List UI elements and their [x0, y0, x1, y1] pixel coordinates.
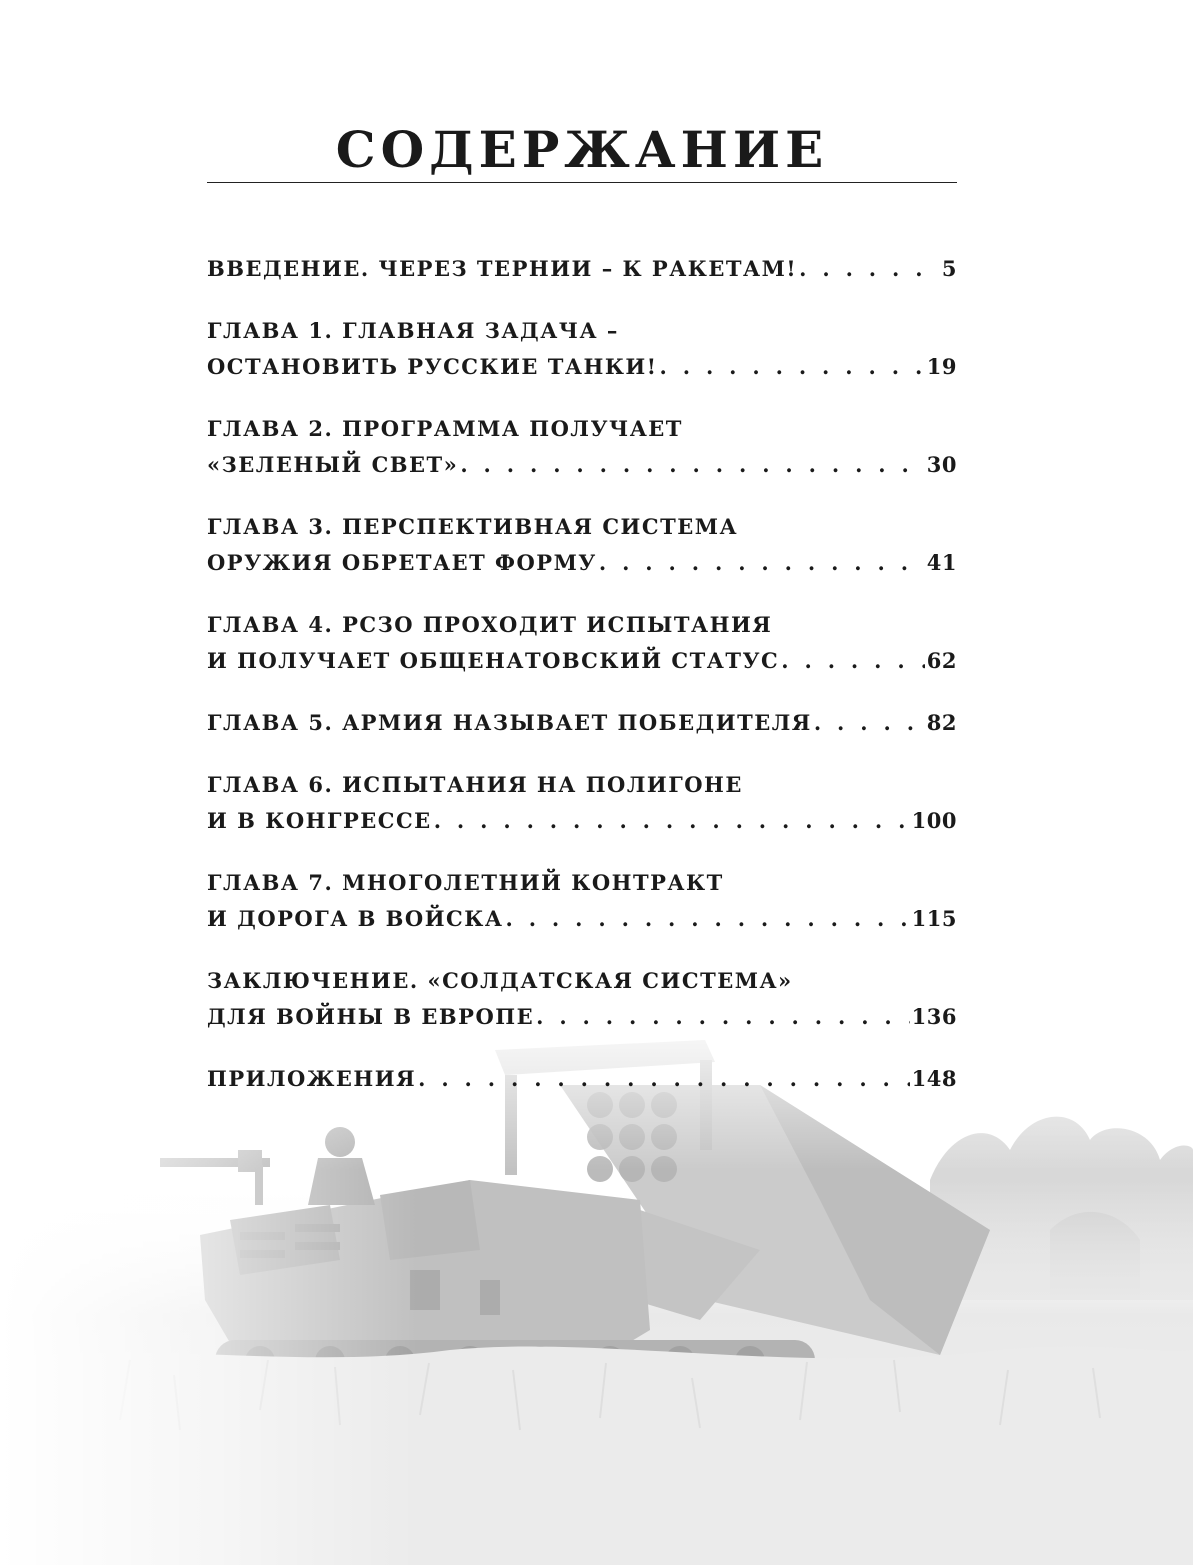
toc-entry-title: ГЛАВА 4. РСЗО ПРОХОДИТ ИСПЫТАНИЯ [207, 612, 773, 637]
toc-entry-title-continued: ОСТАНОВИТЬ РУССКИЕ ТАНКИ! [207, 354, 658, 379]
toc-entry-title: ЗАКЛЮЧЕНИЕ. «СОЛДАТСКАЯ СИСТЕМА» [207, 968, 793, 993]
toc-page-number: 62 [926, 648, 957, 673]
toc-entry-chapter-7[interactable] [207, 865, 957, 937]
dot-leader [599, 545, 925, 581]
toc-entry-chapter-4[interactable] [207, 607, 957, 679]
toc-entry-title: ГЛАВА 6. ИСПЫТАНИЯ НА ПОЛИГОНЕ [207, 772, 743, 797]
dot-leader [460, 447, 924, 483]
dot-leader [434, 803, 910, 839]
toc-page-number: 115 [911, 906, 957, 931]
toc-entry-chapter-5[interactable] [207, 705, 957, 741]
toc-page-number: 5 [941, 256, 957, 281]
toc-entry-introduction[interactable] [207, 251, 957, 287]
toc-entry-conclusion[interactable] [207, 963, 957, 1035]
dot-leader [781, 643, 925, 679]
toc-entry-chapter-1[interactable] [207, 313, 957, 385]
table-of-contents [207, 251, 957, 1123]
toc-entry-title: ПРИЛОЖЕНИЯ [207, 1066, 417, 1091]
toc-entry-chapter-2[interactable] [207, 411, 957, 483]
dot-leader [505, 901, 909, 937]
toc-entry-title-continued: И ДОРОГА В ВОЙСКА [207, 906, 504, 931]
toc-page-number: 148 [911, 1066, 957, 1091]
toc-page-number: 82 [926, 710, 957, 735]
dot-leader [814, 705, 925, 741]
toc-entry-title-continued: И ПОЛУЧАЕТ ОБЩЕНАТОВСКИЙ СТАТУС [207, 648, 780, 673]
toc-entry-title: ГЛАВА 7. МНОГОЛЕТНИЙ КОНТРАКТ [207, 870, 724, 895]
dot-leader [660, 349, 925, 385]
toc-page-number: 136 [911, 1004, 957, 1029]
toc-entry-title: ГЛАВА 5. АРМИЯ НАЗЫВАЕТ ПОБЕДИТЕЛЯ [207, 710, 812, 735]
toc-entry-title-continued: ОРУЖИЯ ОБРЕТАЕТ ФОРМУ [207, 550, 597, 575]
dot-leader [418, 1061, 910, 1097]
toc-entry-title: ГЛАВА 2. ПРОГРАММА ПОЛУЧАЕТ [207, 416, 683, 441]
toc-entry-title: ВВЕДЕНИЕ. ЧЕРЕЗ ТЕРНИИ – К РАКЕТАМ! [207, 256, 798, 281]
toc-entry-title: ГЛАВА 1. ГЛАВНАЯ ЗАДАЧА – [207, 318, 619, 343]
toc-page-number: 30 [926, 452, 957, 477]
toc-page-number: 41 [926, 550, 957, 575]
dot-leader [536, 999, 910, 1035]
toc-entry-title: ГЛАВА 3. ПЕРСПЕКТИВНАЯ СИСТЕМА [207, 514, 739, 539]
title-underline [207, 182, 957, 183]
toc-page-number: 19 [926, 354, 957, 379]
dot-leader [799, 251, 940, 287]
toc-page-number: 100 [911, 808, 957, 833]
toc-entry-chapter-6[interactable] [207, 767, 957, 839]
toc-entry-title-continued: И В КОНГРЕССЕ [207, 808, 432, 833]
page-title: СОДЕРЖАНИЕ [335, 120, 829, 179]
toc-entry-title-continued: «ЗЕЛЕНЫЙ СВЕТ» [207, 452, 459, 477]
toc-entry-appendices[interactable] [207, 1061, 957, 1097]
toc-entry-chapter-3[interactable] [207, 509, 957, 581]
toc-entry-title-continued: ДЛЯ ВОЙНЫ В ЕВРОПЕ [207, 1004, 535, 1029]
